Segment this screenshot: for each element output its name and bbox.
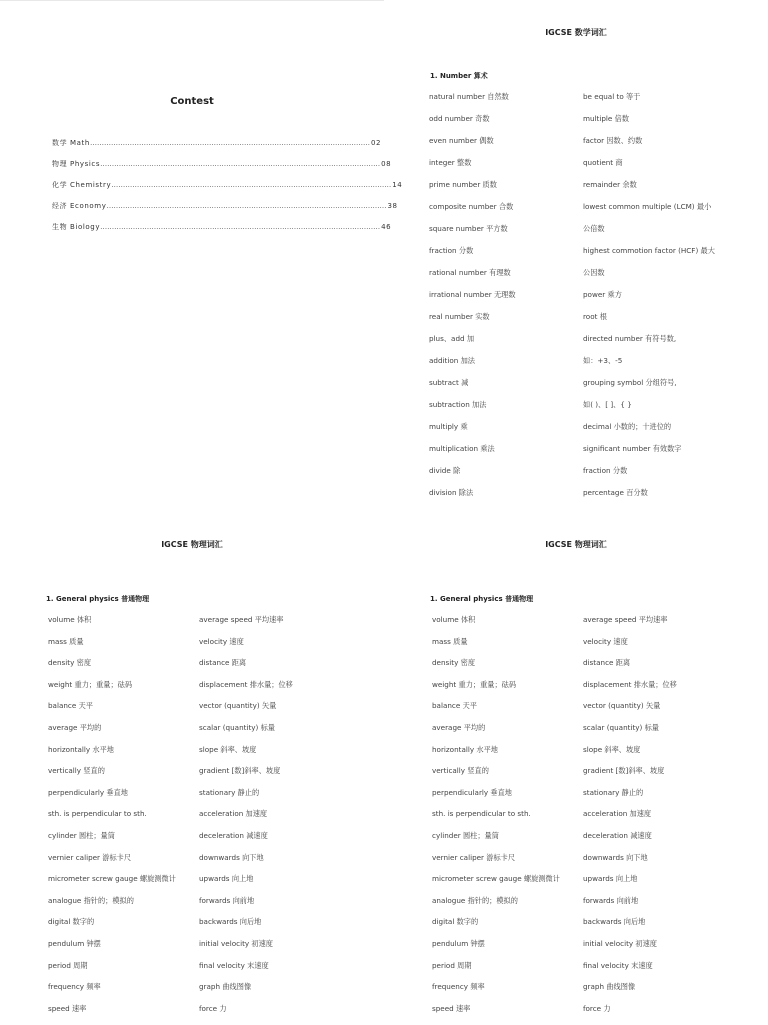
vocab-entry: acceleration 加速度: [583, 809, 652, 819]
page-title: IGCSE 物理词汇: [545, 540, 607, 549]
vocab-entry: mass 质量: [48, 636, 84, 646]
vocab-entry: frequency 频率: [432, 982, 485, 992]
vocab-entry: 如：+3、-5: [583, 356, 623, 365]
vocab-entry: odd number 奇数: [429, 114, 490, 123]
vocab-entry: root 根: [583, 312, 607, 321]
vocab-entry: lowest common multiple (LCM) 最小: [583, 202, 712, 211]
vocab-entry: real number 实数: [429, 312, 490, 321]
toc-entry-label: 生物 Biology: [52, 223, 101, 231]
vocab-entry: forwards 向前地: [583, 895, 639, 905]
vocab-entry: multiple 倍数: [583, 114, 630, 123]
vocab-entry: balance 天平: [48, 701, 93, 711]
vocab-entry: volume 体积: [48, 615, 92, 624]
vocab-entry: natural number 自然数: [429, 92, 509, 101]
vocab-entry: period 周期: [48, 960, 88, 970]
vocab-entry: stationary 静止的: [583, 787, 644, 797]
vocab-entry: final velocity 末速度: [199, 960, 269, 970]
vocab-entry: multiplication 乘法: [429, 444, 495, 453]
vocab-entry: velocity 速度: [583, 636, 628, 646]
vocab-entry: upwards 向上地: [199, 874, 254, 884]
vocab-entry: velocity 速度: [199, 636, 244, 646]
vocab-entry: sth. is perpendicular to sth.: [48, 809, 147, 819]
vocab-entry: highest commotion factor (HCF) 最大: [583, 246, 715, 255]
vocab-entry: micrometer screw gauge 螺旋测微计: [48, 874, 176, 884]
vocab-entry: force 力: [583, 1003, 611, 1013]
vocab-entry: final velocity 末速度: [583, 960, 653, 970]
vocab-entry: 公倍数: [583, 224, 605, 233]
vocab-entry: scalar (quantity) 标量: [583, 722, 659, 732]
vocab-entry: balance 天平: [432, 701, 477, 711]
vocab-entry: speed 速率: [48, 1003, 87, 1013]
vocab-entry: speed 速率: [432, 1003, 471, 1013]
vocab-entry: significant number 有效数字: [583, 444, 682, 453]
toc-entry-economy[interactable]: [52, 201, 398, 222]
vocab-column-right: [199, 615, 293, 1025]
vocab-entry: deceleration 减速度: [199, 830, 268, 840]
vocab-entry: volume 体积: [432, 615, 476, 624]
toc-leader-dots: …………………………………………………………………………………………………………: [100, 223, 381, 231]
vocab-entry: weight 重力；重量；砝码: [48, 679, 133, 689]
vocab-entry: vertically 竖直的: [432, 766, 489, 776]
toc-entry-label: 化学 Chemistry: [52, 181, 112, 189]
vocab-entry: gradient [数]斜率、坡度: [199, 766, 281, 776]
toc-entry-page: 02: [370, 139, 382, 147]
vocab-entry: addition 加法: [429, 356, 475, 365]
toc-entry-physics[interactable]: [52, 159, 392, 180]
toc-leader-dots: …………………………………………………………………………………………………………: [106, 202, 387, 210]
vocab-entry: decimal 小数的；十进位的: [583, 422, 672, 431]
vocab-entry: stationary 静止的: [199, 787, 260, 797]
vocab-entry: acceleration 加速度: [199, 809, 268, 819]
vocab-entry: distance 距离: [199, 658, 247, 668]
vocab-column-right: [583, 615, 677, 1025]
vocab-entry: vernier caliper 游标卡尺: [432, 852, 516, 862]
vocab-entry: gradient [数]斜率、坡度: [583, 766, 665, 776]
vocab-entry: analogue 指针的；模拟的: [432, 895, 518, 905]
vocab-entry: 公因数: [583, 268, 605, 277]
section-heading: 1. Number 算术: [430, 72, 488, 80]
vocab-entry: vector (quantity) 矢量: [199, 701, 277, 711]
math-vocab-page: [384, 0, 768, 512]
vocab-entry: sth. is perpendicular to sth.: [432, 809, 531, 819]
vocab-entry: backwards 向后地: [583, 917, 646, 927]
vocab-entry: quotient 商: [583, 158, 623, 167]
toc-entry-page: 14: [392, 181, 403, 189]
toc-entry-page: 38: [387, 202, 398, 210]
toc-leader-dots: …………………………………………………………………………………………………………: [111, 181, 392, 189]
vocab-entry: graph 曲线图像: [199, 982, 252, 992]
vocab-entry: force 力: [199, 1003, 227, 1013]
vocab-entry: backwards 向后地: [199, 917, 262, 927]
vocab-entry: percentage 百分数: [583, 488, 648, 497]
vocab-entry: 如( )、[ ]、{ }: [583, 400, 632, 409]
vocab-entry: density 密度: [48, 658, 92, 668]
toc-leader-dots: …………………………………………………………………………………………………………: [100, 160, 381, 168]
vocab-entry: digital 数字的: [432, 917, 479, 927]
vocab-entry: fraction 分数: [429, 246, 474, 255]
vocab-entry: remainder 余数: [583, 180, 637, 189]
vocab-entry: subtraction 加法: [429, 400, 487, 409]
page-title: IGCSE 物理词汇: [161, 540, 223, 549]
vocab-entry: multiply 乘: [429, 422, 468, 431]
section-heading: 1. General physics 普通物理: [430, 595, 534, 603]
vocab-entry: square number 平方数: [429, 224, 508, 233]
vocab-entry: cylinder 圆柱；量筒: [432, 830, 499, 840]
vocab-entry: weight 重力；重量；砝码: [432, 679, 517, 689]
vocab-entry: grouping symbol 分组符号,: [583, 378, 677, 387]
toc-entry-math[interactable]: [52, 138, 382, 159]
toc-entry-label: 数学 Math: [52, 139, 90, 147]
vocab-entry: downwards 向下地: [199, 852, 264, 862]
toc-entry-chemistry[interactable]: [52, 180, 403, 201]
vocab-entry: frequency 频率: [48, 982, 101, 992]
vocab-entry: distance 距离: [583, 658, 631, 668]
vocab-entry: analogue 指针的；模拟的: [48, 895, 134, 905]
vocab-entry: fraction 分数: [583, 466, 628, 475]
vocab-entry: horizontally 水平地: [432, 744, 498, 754]
toc-entry-label: 经济 Economy: [52, 202, 107, 210]
vocab-entry: forwards 向前地: [199, 895, 255, 905]
vocab-entry: irrational number 无理数: [429, 290, 516, 299]
vocab-entry: directed number 有符号数,: [583, 334, 677, 343]
vocab-entry: deceleration 减速度: [583, 830, 652, 840]
vocab-entry: horizontally 水平地: [48, 744, 114, 754]
vocab-entry: vernier caliper 游标卡尺: [48, 852, 132, 862]
vocab-column-left: [432, 615, 560, 1025]
vocab-entry: perpendicularly 垂直地: [48, 787, 128, 797]
vocab-entry: cylinder 圆柱；量筒: [48, 830, 115, 840]
vocab-entry: slope 斜率、坡度: [199, 744, 257, 754]
vocab-entry: slope 斜率、坡度: [583, 744, 641, 754]
vocab-entry: micrometer screw gauge 螺旋测微计: [432, 874, 560, 884]
vocab-entry: displacement 排水量；位移: [583, 679, 677, 689]
vocab-entry: divide 除: [429, 466, 461, 475]
vocab-entry: density 密度: [432, 658, 476, 668]
section-heading: 1. General physics 普通物理: [46, 595, 150, 603]
vocab-entry: displacement 排水量；位移: [199, 679, 293, 689]
physics-vocab-page: [0, 512, 384, 1024]
contents-page: [0, 0, 403, 512]
vocab-entry: plus、add 加: [429, 334, 475, 343]
vocab-entry: initial velocity 初速度: [583, 938, 657, 948]
vocab-entry: factor 因数、约数: [583, 136, 643, 145]
toc-entry-label: 物理 Physics: [52, 160, 101, 168]
vocab-entry: digital 数字的: [48, 917, 95, 927]
vocab-entry: average speed 平均速率: [199, 615, 284, 624]
vocab-entry: pendulum 钟摆: [48, 938, 101, 948]
contents-title: Contest: [170, 96, 214, 107]
vocab-entry: division 除法: [429, 488, 474, 497]
vocab-entry: integer 整数: [429, 158, 472, 167]
vocab-entry: scalar (quantity) 标量: [199, 722, 275, 732]
vocab-entry: mass 质量: [432, 636, 468, 646]
vocab-column-right: [583, 92, 715, 510]
page-top-divider: [0, 0, 384, 1]
vocab-entry: rational number 有理数: [429, 268, 511, 277]
vocab-entry: pendulum 钟摆: [432, 938, 485, 948]
vocab-entry: even number 偶数: [429, 136, 494, 145]
vocab-entry: composite number 合数: [429, 202, 514, 211]
vocab-entry: vertically 竖直的: [48, 766, 105, 776]
vocab-entry: be equal to 等于: [583, 92, 641, 101]
table-of-contents: [52, 138, 403, 243]
vocab-entry: graph 曲线图像: [583, 982, 636, 992]
toc-entry-biology[interactable]: [52, 222, 392, 243]
vocab-entry: vector (quantity) 矢量: [583, 701, 661, 711]
vocab-entry: upwards 向上地: [583, 874, 638, 884]
toc-leader-dots: …………………………………………………………………………………………………………: [89, 139, 370, 147]
vocab-entry: downwards 向下地: [583, 852, 648, 862]
toc-entry-page: 08: [381, 160, 392, 168]
toc-entry-page: 46: [381, 223, 392, 231]
vocab-entry: average speed 平均速率: [583, 615, 668, 624]
vocab-entry: perpendicularly 垂直地: [432, 787, 512, 797]
page-title: IGCSE 数学词汇: [545, 28, 607, 37]
vocab-entry: average 平均的: [48, 722, 102, 732]
vocab-column-left: [48, 615, 176, 1025]
vocab-entry: initial velocity 初速度: [199, 938, 273, 948]
vocab-entry: average 平均的: [432, 722, 486, 732]
vocab-column-left: [429, 92, 516, 510]
vocab-entry: power 乘方: [583, 290, 622, 299]
vocab-entry: prime number 质数: [429, 180, 497, 189]
vocab-entry: subtract 减: [429, 378, 469, 387]
vocab-entry: period 周期: [432, 960, 472, 970]
physics-vocab-page-copy: [384, 512, 768, 1024]
